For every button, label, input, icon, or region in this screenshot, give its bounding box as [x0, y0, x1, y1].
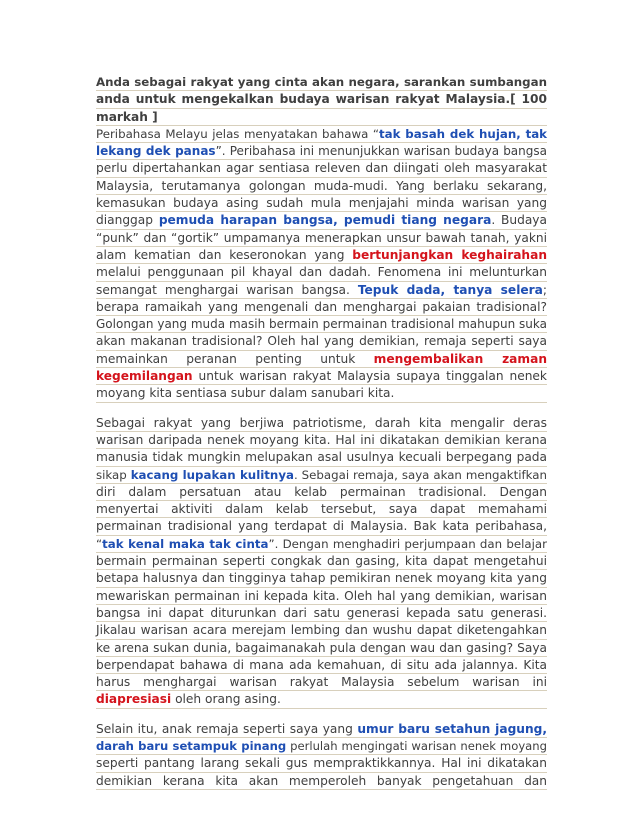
text-line: betapa halusnya dan tingginya tahap pemikiran nenek moyang kita yang — [96, 570, 547, 587]
text-line — [96, 351, 547, 368]
text-line: melalui penggunaan pil khayal dan dadah. Fenomena ini melunturkan — [96, 264, 547, 281]
text-line — [96, 247, 547, 264]
paragraph-2 — [96, 415, 547, 709]
proverb-highlight: pemuda harapan bangsa, pemudi tiang negara — [158, 213, 492, 228]
text-run: alam kematian dan keseronokan yang — [96, 247, 353, 262]
text-run: dianggap — [96, 213, 159, 228]
text-line: diri dalam persatuan atau kelab permainan tradisional. Dengan — [96, 484, 547, 501]
text-run: memainkan peranan penting untuk — [96, 351, 374, 366]
proverb-highlight: darah baru setampuk pinang — [96, 738, 287, 753]
text-line — [96, 691, 547, 708]
essay-question — [96, 74, 547, 126]
text-run: ”. Dengan menghadiri perjumpaan dan belajar — [268, 536, 547, 551]
text-line — [96, 721, 547, 738]
text-line: manusia tidak mungkin melupakan asal usulnya kecuali berpegang pada — [96, 449, 547, 466]
text-line: mewariskan permainan ini kepada kita. Oleh hal yang demikian, warisan — [96, 588, 547, 605]
text-line: demikian kerana kita akan memperoleh banyak pengetahuan dan — [96, 773, 547, 790]
phrase-highlight: bertunjangkan keghairahan — [352, 247, 547, 262]
text-line — [96, 738, 547, 755]
text-run: perlulah mengingati warisan nenek moyang — [286, 738, 547, 753]
text-run: untuk warisan rakyat Malaysia supaya tinggalan nenek — [192, 369, 547, 384]
document-page — [96, 74, 547, 790]
proverb-highlight: tak basah dek hujan, tak — [378, 126, 548, 141]
proverb-highlight: kacang lupakan kulitnya — [130, 467, 294, 482]
text-line: permainan tradisional yang terdapat di Malaysia. Bak kata peribahasa, — [96, 518, 547, 535]
text-line: warisan daripada nenek moyang kita. Hal ini dikatakan demikian kerana — [96, 432, 547, 449]
text-run: sikap — [96, 467, 131, 482]
paragraph-3 — [96, 721, 547, 790]
text-run: oleh orang asing. — [171, 692, 281, 707]
text-run: semangat menghargai warisan bangsa. — [96, 282, 358, 297]
text-line: anda untuk mengekalkan budaya warisan rakyat Malaysia.[ 100 — [96, 91, 547, 108]
text-line: Anda sebagai rakyat yang cinta akan negara, sarankan sumbangan — [96, 74, 547, 91]
text-line: Golongan yang muda masih bermain permainan tradisional mahupun suka — [96, 316, 547, 333]
text-run: Peribahasa Melayu jelas menyatakan bahawa “ — [96, 126, 379, 141]
text-line: menyertai aktiviti dalam kelab tersebut, saya dapat memahami — [96, 501, 547, 518]
text-line: Jikalau warisan acara merejam lembing dan wushu dapat diketengahkan — [96, 622, 547, 639]
text-line: kemasukan budaya asing sudah mula menjajahi minda warisan yang — [96, 195, 547, 212]
text-line: bangsa ini dapat diturunkan dari satu generasi kepada satu generasi. — [96, 605, 547, 622]
text-line: berapa ramaikah yang mengenali dan menghargai pakaian tradisional? — [96, 299, 547, 316]
text-line: perlu dipertahankan agar sentiasa releven dan diingati oleh masyarakat — [96, 160, 547, 177]
text-run: ”. Peribahasa ini menunjukkan warisan budaya bangsa — [215, 144, 547, 159]
phrase-highlight: kegemilangan — [96, 369, 193, 384]
text-line: Sebagai rakyat yang berjiwa patriotisme, darah kita mengalir deras — [96, 415, 547, 432]
text-run: Selain itu, anak remaja seperti saya yang — [96, 721, 358, 736]
text-line: markah ] — [96, 109, 547, 126]
text-line — [96, 368, 547, 385]
text-line: harus menghargai warisan rakyat Malaysia sebelum warisan ini — [96, 674, 547, 691]
text-run: . Sebagai remaja, saya akan mengaktifkan — [293, 467, 547, 482]
text-line — [96, 467, 547, 484]
text-line — [96, 212, 547, 229]
text-line — [96, 536, 547, 553]
text-line: bermain permainan seperti congkak dan gasing, kita dapat mengetahui — [96, 553, 547, 570]
phrase-highlight: diapresiasi — [96, 692, 172, 707]
text-line: Malaysia, terutamanya golongan muda-mudi. Yang berlaku sekarang, — [96, 178, 547, 195]
text-line — [96, 126, 547, 143]
text-line: berpendapat bahawa di mana ada kemahuan, di situ ada jalannya. Kita — [96, 657, 547, 674]
paragraph-1 — [96, 126, 547, 403]
text-line — [96, 282, 547, 299]
text-run: “ — [96, 536, 103, 551]
proverb-highlight: tak kenal maka tak cinta — [102, 536, 269, 551]
proverb-highlight: Tepuk dada, tanya selera — [357, 282, 543, 297]
text-line: ke arena sukan dunia, bagaimanakah pula dengan wau dan gasing? Saya — [96, 640, 547, 657]
proverb-highlight: umur baru setahun jagung, — [357, 721, 548, 736]
text-run: . Budaya — [491, 213, 547, 228]
text-line: seperti pantang larang sekali gus mempraktikkannya. Hal ini dikatakan — [96, 755, 547, 772]
text-line: “punk” dan “gortik” umpamanya menerapkan unsur bawah tanah, yakni — [96, 230, 547, 247]
text-line: moyang kita sentiasa subur dalam sanubari kita. — [96, 385, 547, 402]
phrase-highlight: mengembalikan zaman — [373, 351, 547, 366]
text-run: ; — [542, 282, 547, 297]
proverb-highlight: lekang dek panas — [96, 144, 216, 159]
text-line — [96, 143, 547, 160]
text-line: akan makanan tradisional? Oleh hal yang demikian, remaja seperti saya — [96, 333, 547, 350]
